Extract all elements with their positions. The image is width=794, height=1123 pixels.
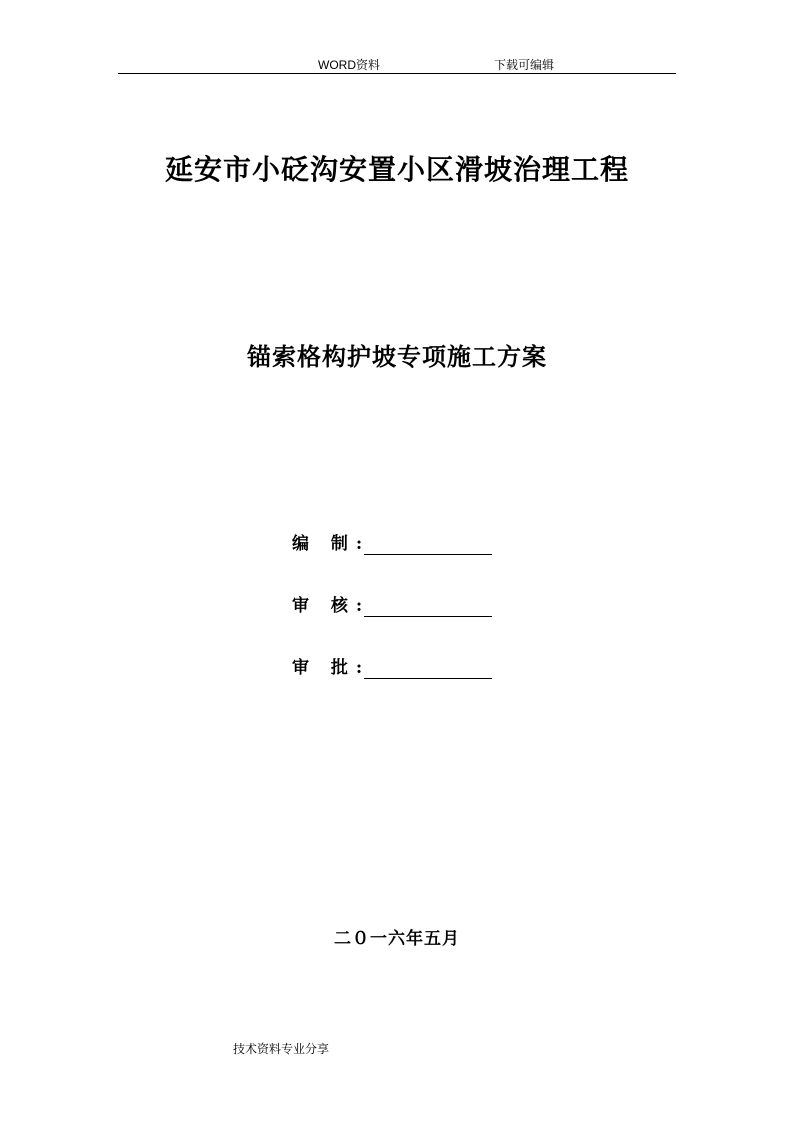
header-left-text: WORD资料 [318, 58, 380, 72]
compile-signature-line [364, 554, 492, 555]
page-footer-text: 技术资料专业分享 [233, 1042, 330, 1056]
header-right-text: 下载可编辑 [494, 58, 555, 72]
project-title: 延安市小砭沟安置小区滑坡治理工程 [164, 153, 629, 186]
review-signature-line [364, 616, 492, 617]
approve-label: 审 批: [292, 658, 371, 678]
review-label: 审 核: [292, 596, 371, 616]
signature-row-approve [292, 656, 502, 682]
document-date: 二０一六年五月 [334, 929, 460, 949]
compile-label: 编 制: [292, 534, 371, 554]
approve-signature-line [364, 678, 492, 679]
signature-row-compile [292, 532, 502, 558]
header-divider [118, 73, 676, 74]
document-subtitle: 锚索格构护坡专项施工方案 [247, 342, 547, 371]
signature-row-review [292, 594, 502, 620]
